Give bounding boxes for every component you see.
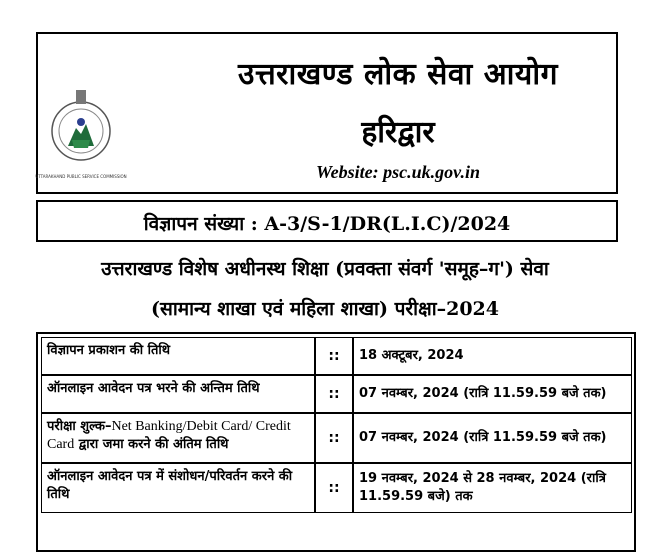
commission-city: हरिद्वार — [361, 115, 435, 150]
exam-title-line-2: (सामान्य शाखा एवं महिला शाखा) परीक्षा–2024 — [151, 298, 499, 320]
row-separator: :: — [315, 413, 353, 463]
header-box — [36, 32, 618, 194]
fee-label-suffix: द्वारा जमा करने की अंतिम तिथि — [74, 437, 229, 452]
row-separator: :: — [315, 463, 353, 513]
advertisement-number-box — [36, 200, 618, 242]
row-separator: :: — [315, 375, 353, 413]
payment-methods: Net Banking/Debit Card/ Credit Card — [47, 419, 291, 452]
table-row — [41, 375, 632, 413]
row-value: 07 नवम्बर, 2024 (रात्रि 11.59.59 बजे तक) — [353, 375, 632, 413]
row-value: 07 नवम्बर, 2024 (रात्रि 11.59.59 बजे तक) — [353, 413, 632, 463]
row-value: 19 नवम्बर, 2024 से 28 नवम्बर, 2024 (रात्रि 11.59.59 बजे) तक — [353, 463, 632, 513]
fee-label-prefix: परीक्षा शुल्क– — [47, 419, 112, 434]
row-label: ऑनलाइन आवेदन पत्र भरने की अन्तिम तिथि — [41, 375, 315, 413]
table-row — [41, 413, 632, 463]
schedule-table-frame — [36, 332, 636, 552]
row-label: विज्ञापन प्रकाशन की तिथि — [41, 337, 315, 375]
schedule-table — [41, 337, 632, 513]
table-row — [41, 463, 632, 513]
website-line: Website: psc.uk.gov.in — [316, 162, 480, 182]
row-label: ऑनलाइन आवेदन पत्र में संशोधन/परिवर्तन करने की तिथि — [41, 463, 315, 513]
row-label — [41, 413, 315, 463]
table-row — [41, 337, 632, 375]
row-separator: :: — [315, 337, 353, 375]
row-value: 18 अक्टूबर, 2024 — [353, 337, 632, 375]
commission-emblem-icon — [35, 76, 127, 186]
logo-caption: UTTARAKHAND PUBLIC SERVICE COMMISSION — [35, 174, 127, 179]
commission-name: उत्तराखण्ड लोक सेवा आयोग — [238, 57, 558, 92]
advertisement-number: विज्ञापन संख्या : A-3/S-1/DR(L.I.C)/2024 — [143, 213, 511, 235]
exam-title-line-1: उत्तराखण्ड विशेष अधीनस्थ शिक्षा (प्रवक्ता संवर्ग 'समूह–ग') सेवा — [101, 258, 549, 280]
